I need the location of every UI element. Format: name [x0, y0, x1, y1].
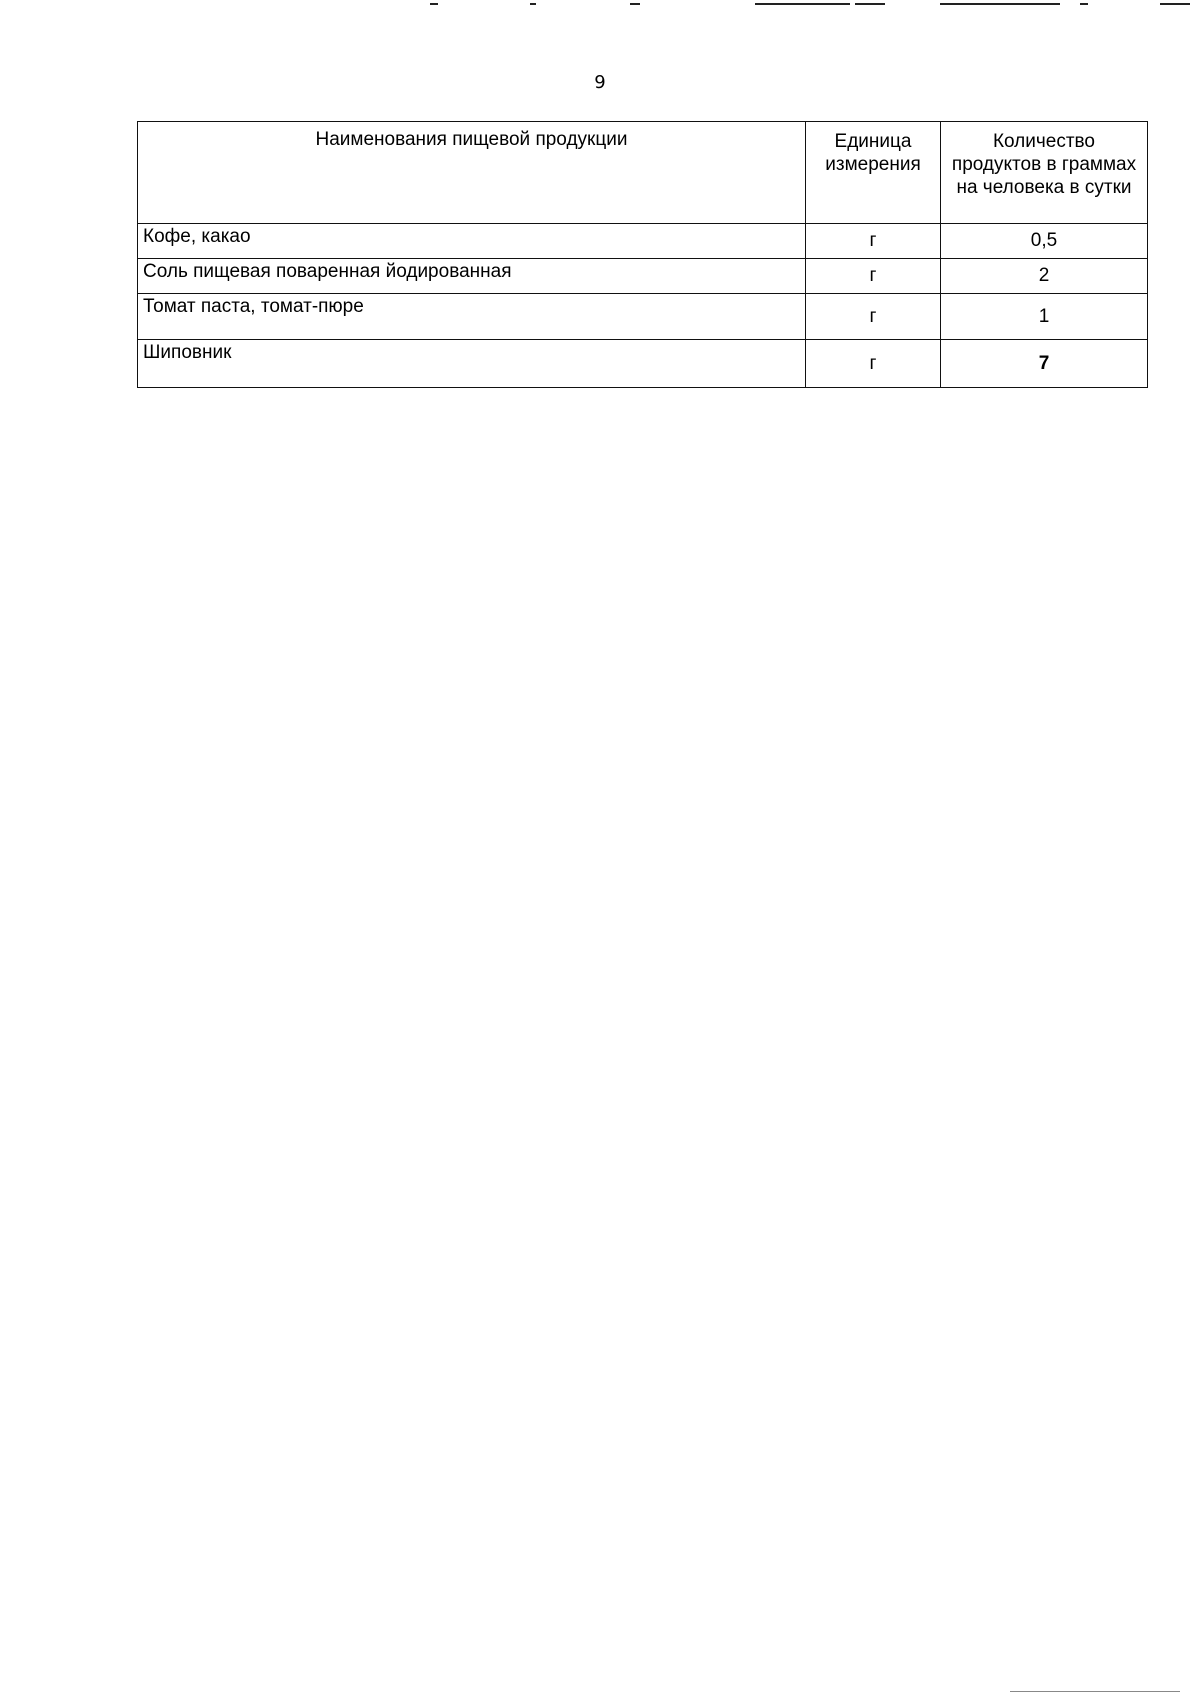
table-row [138, 259, 1148, 294]
cell-unit: г [806, 340, 941, 388]
cell-unit: г [806, 224, 941, 259]
cell-quantity: 2 [941, 259, 1148, 294]
header-quantity-line-1: Количество [992, 131, 1096, 152]
cell-unit: г [806, 259, 941, 294]
header-quantity [941, 122, 1148, 224]
food-norms-table-container [137, 121, 1147, 388]
cell-product-name: Шиповник [138, 340, 806, 388]
cell-unit: г [806, 294, 941, 340]
cell-quantity: 0,5 [941, 224, 1148, 259]
cell-product-name: Кофе, какао [138, 224, 806, 259]
header-product-name-label: Наименования пищевой продукции [315, 129, 628, 150]
cell-quantity: 7 [941, 340, 1148, 388]
cell-quantity: 1 [941, 294, 1148, 340]
food-norms-table [137, 121, 1148, 388]
header-quantity-line-2: продуктов в граммах [951, 154, 1137, 175]
header-quantity-line-3: на человека в сутки [956, 177, 1132, 198]
header-unit [806, 122, 941, 224]
header-unit-line-1: Единица [834, 131, 912, 152]
table-row [138, 340, 1148, 388]
cell-product-name: Томат паста, томат-пюре [138, 294, 806, 340]
table-row [138, 224, 1148, 259]
cell-product-name: Соль пищевая поваренная йодированная [138, 259, 806, 294]
scan-edge-bottom [0, 1688, 1200, 1696]
header-product-name [138, 122, 806, 224]
table-row [138, 294, 1148, 340]
table-header-row [138, 122, 1148, 224]
scan-edge-top [0, 0, 1200, 8]
page-number: 9 [594, 72, 606, 93]
header-unit-line-2: измерения [825, 154, 921, 175]
